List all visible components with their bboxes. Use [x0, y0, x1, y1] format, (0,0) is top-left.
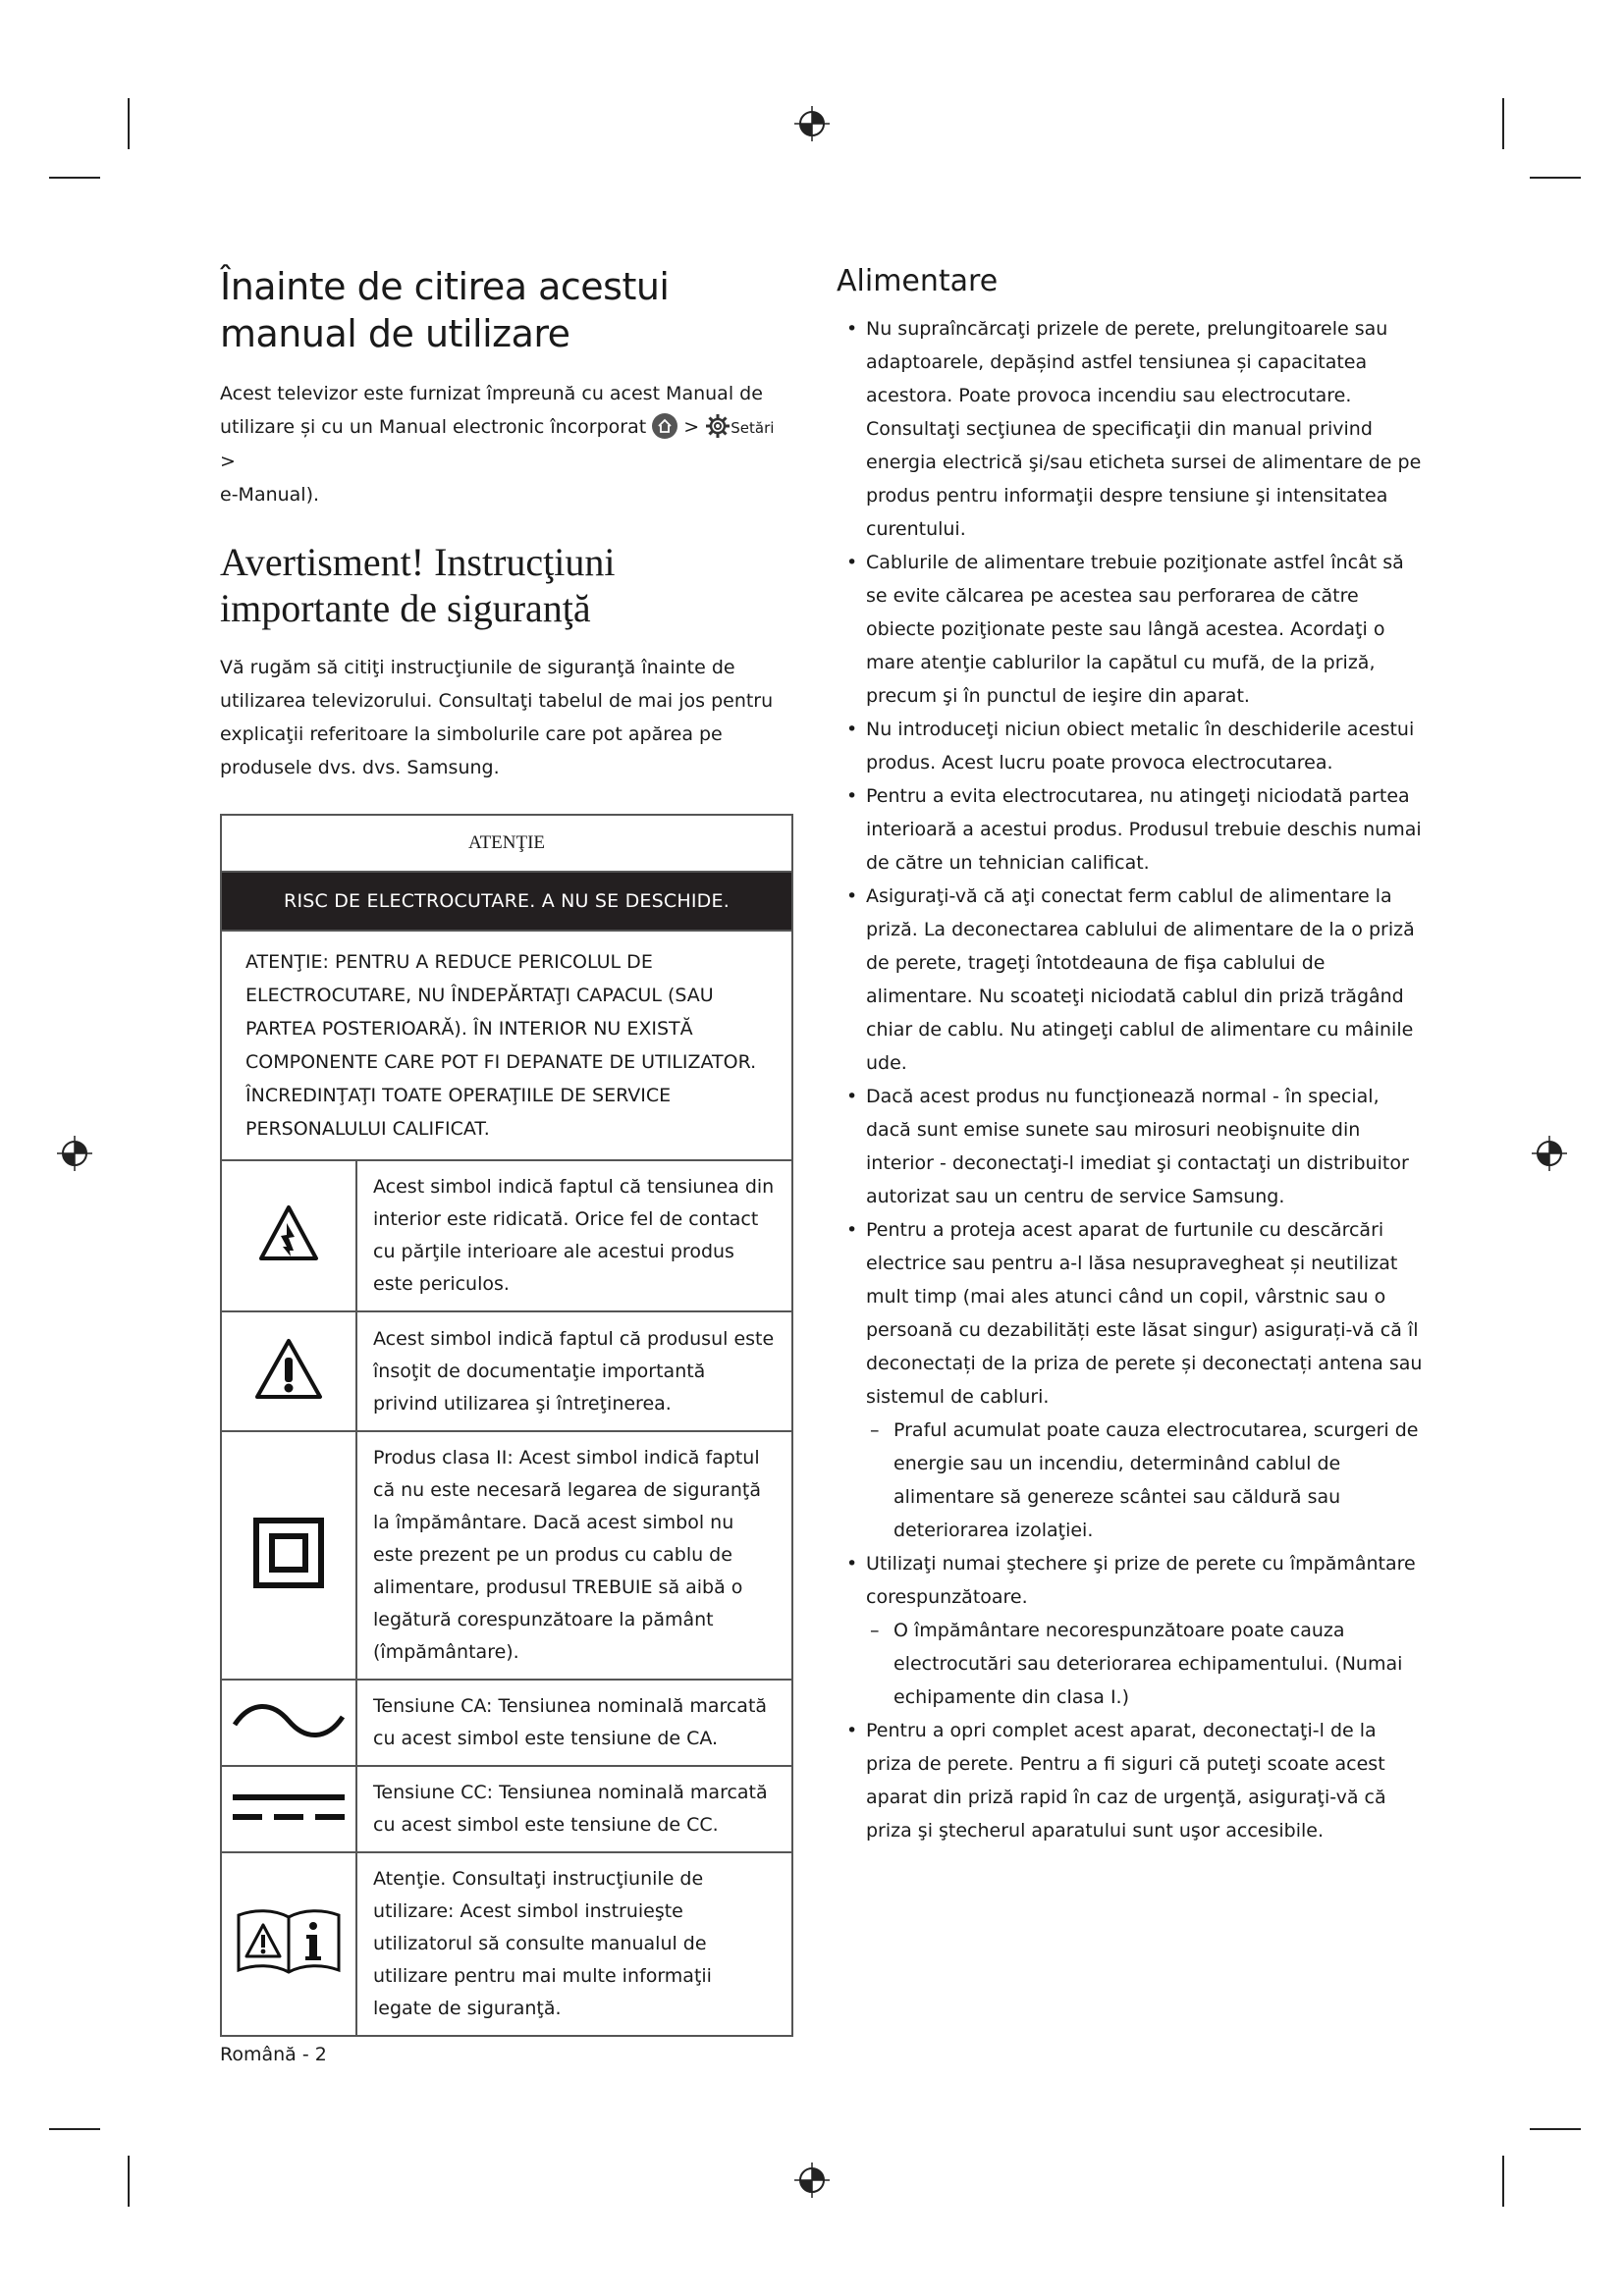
left-column: [220, 263, 793, 2037]
intro-separator: >: [220, 451, 236, 472]
list-item: • Pentru a evita electrocutarea, nu atingeţi niciodată partea interioară a acestui produs. Produsul trebuie deschis numai de către un tehnician calificat.: [837, 779, 1426, 880]
home-icon: [652, 413, 677, 439]
list-item: • Pentru a proteja acest aparat de furtunile cu descărcări electrice sau pentru a-l lăsa nesupravegheat și neutilizat mult timp (mai ales atunci când un copil, vârstnic sau o persoană cu dezabilități este lăsat singur) asigurați-vă că îl deconectați de la priza de perete și deconectați antena sau sistemul de cabluri.: [837, 1213, 1426, 1414]
symbol-cell: [221, 1160, 356, 1311]
warning-title: Avertisment! Instrucţiuni importante de siguranţă: [220, 540, 616, 630]
intro-end: e-Manual).: [220, 484, 320, 506]
crop-mark: [1502, 2156, 1504, 2207]
high-voltage-icon: [257, 1203, 320, 1264]
list-item: • Nu introduceţi niciun obiect metalic în deschiderile acestui produs. Acest lucru poate provoca electrocutarea.: [837, 713, 1426, 779]
risk-banner: RISC DE ELECTROCUTARE. A NU SE DESCHIDE.: [221, 872, 792, 931]
list-item: • Asiguraţi-vă că aţi conectat ferm cablul de alimentare la priză. La deconectarea cablului de alimentare de la o priză de perete, trageţi întotdeauna de fişa cablului de alimentare. Nu scoateţi niciodată cablul din priză trăgând chiar de cablu. Nu atingeţi cablul de alimentare cu mâinile ude.: [837, 880, 1426, 1080]
symbol-description: Produs clasa II: Acest simbol indică faptul că nu este necesară legarea de siguranţă la împământare. Dacă acest simbol nu este prezent pe un produs cu cablu de alimentare, produsul TREBUIE să aibă o legătură corespunzătoare la pământ (împământare).: [356, 1431, 792, 1680]
caution-text: ATENŢIE: PENTRU A REDUCE PERICOLUL DE ELECTROCUTARE, NU ÎNDEPĂRTAŢI CAPACUL (SAU PARTEA POSTERIOARĂ). ÎN INTERIOR NU EXISTĂ COMPONENTE CARE POT FI DEPANATE DE UTILIZATOR. ÎNCREDINŢAŢI TOATE OPERAŢIILE DE SERVICE PERSONALULUI CALIFICAT.: [221, 931, 792, 1160]
list-item: • Utilizaţi numai ştechere şi prize de perete cu împământare corespunzătoare.: [837, 1547, 1426, 1614]
registration-mark-icon: [57, 1136, 92, 1171]
class-ii-icon: [253, 1518, 324, 1588]
sub-item: – Praful acumulat poate cauza electrocutarea, scurgeri de energie sau un incendiu, determinând cablul de alimentare să genereze scântei sau căldură sau deteriorarea izolaţiei.: [837, 1414, 1426, 1547]
intro-separator: >: [677, 416, 706, 438]
symbol-description: Acest simbol indică faptul că tensiunea din interior este ridicată. Orice fel de contact cu părţile interioare ale acestui produs este periculos.: [356, 1160, 792, 1311]
crop-mark: [49, 2128, 100, 2130]
table-row: [221, 1852, 792, 2036]
intro-text: Acest televizor este furnizat împreună cu acest Manual de utilizare și cu un Manual electronic încorporat: [220, 383, 763, 438]
symbol-cell: [221, 1852, 356, 2036]
page-number: Română - 2: [220, 2044, 327, 2065]
right-column: [837, 263, 1426, 1847]
ac-voltage-icon: [231, 1701, 347, 1740]
settings-label: Setări: [731, 419, 775, 437]
symbol-description: Tensiune CC: Tensiunea nominală marcată cu acest simbol este tensiune de CC.: [356, 1766, 792, 1852]
crop-mark: [1530, 177, 1581, 179]
list-item: • Dacă acest produs nu funcţionează normal - în special, dacă sunt emise sunete sau mirosuri neobişnuite din interior - deconectaţi-l imediat şi contactaţi un distribuitor autorizat sau un centru de service Samsung.: [837, 1080, 1426, 1213]
table-row: [221, 1766, 792, 1852]
list-note: Consultaţi secţiunea de specificaţii din manual privind energia electrică şi/sau eticheta sursei de alimentare de pe produs pentru informaţii despre tensiune şi intensitatea curentului.: [866, 418, 1422, 540]
power-list: [837, 312, 1426, 412]
crop-mark: [128, 98, 130, 149]
table-row: [221, 1431, 792, 1680]
registration-mark-icon: [1532, 1136, 1567, 1171]
sub-item: – O împământare necorespunzătoare poate cauza electrocutări sau deteriorarea echipamentului. (Numai echipamente din clasa I.): [837, 1614, 1426, 1714]
safety-symbols-table: [220, 814, 793, 2037]
exclamation-triangle-icon: [252, 1336, 325, 1403]
caution-title: ATENŢIE: [221, 815, 792, 872]
symbol-description: Tensiune CA: Tensiunea nominală marcată cu acest simbol este tensiune de CA.: [356, 1680, 792, 1766]
crop-mark: [1530, 2128, 1581, 2130]
manual-info-icon: [235, 1907, 343, 1976]
symbol-cell: [221, 1311, 356, 1431]
section-title: Înainte de citirea acestui manual de utilizare: [220, 265, 670, 355]
warning-intro: Vă rugăm să citiţi instrucţiunile de siguranţă înainte de utilizarea televizorului. Consultaţi tabelul de mai jos pentru explicaţii referitoare la simbolurile care pot apărea pe produsele dvs. dvs. Samsung.: [220, 657, 774, 778]
symbol-cell: [221, 1431, 356, 1680]
list-item: • Cablurile de alimentare trebuie poziţionate astfel încât să se evite călcarea pe acestea sau perforarea de către obiecte poziţionate peste sau lângă acestea. Acordaţi o mare atenţie cablurilor la capătul cu mufă, de la priză, precum şi în punctul de ieşire din aparat.: [837, 546, 1426, 713]
symbol-cell: [221, 1766, 356, 1852]
crop-mark: [128, 2156, 130, 2207]
table-row: [221, 1160, 792, 1311]
gear-icon: [705, 413, 731, 439]
power-list: [837, 546, 1426, 1414]
power-list: [837, 1547, 1426, 1614]
crop-mark: [1502, 98, 1504, 149]
symbol-description: Atenţie. Consultaţi instrucţiunile de utilizare: Acest simbol instruieşte utilizatorul să consulte manualul de utilizare pentru mai multe informaţii legate de siguranţă.: [356, 1852, 792, 2036]
list-item: • Pentru a opri complet acest aparat, deconectaţi-l de la priza de perete. Pentru a fi siguri că puteţi scoate acest aparat din priză rapid în caz de urgenţă, asiguraţi-vă că priza şi ştecherul aparatului sunt uşor accesibile.: [837, 1714, 1426, 1847]
symbol-description: Acest simbol indică faptul că produsul este însoţit de documentaţie importantă privind utilizarea şi întreţinerea.: [356, 1311, 792, 1431]
dc-voltage-icon: [231, 1790, 347, 1824]
symbol-cell: [221, 1680, 356, 1766]
power-section-title: Alimentare: [837, 264, 999, 298]
intro-paragraph: [220, 377, 793, 511]
list-item: • Nu supraîncărcaţi prizele de perete, prelungitoarele sau adaptoarele, depășind astfel tensiunea și capacitatea acestora. Poate provoca incendiu sau electrocutare.: [837, 312, 1426, 412]
registration-mark-icon: [794, 2163, 830, 2198]
table-row: [221, 1680, 792, 1766]
registration-mark-icon: [794, 106, 830, 141]
power-list: [837, 1714, 1426, 1847]
crop-mark: [49, 177, 100, 179]
table-row: [221, 1311, 792, 1431]
